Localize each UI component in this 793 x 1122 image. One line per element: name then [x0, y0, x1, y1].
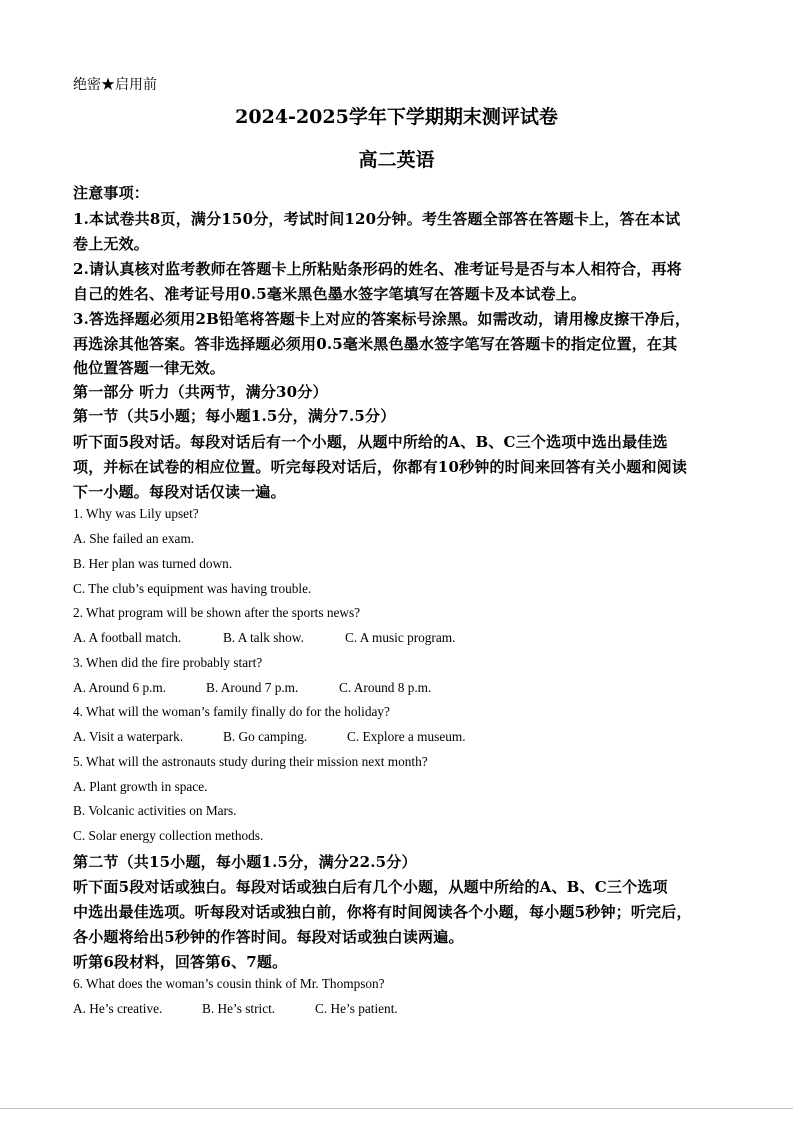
option-4a: A. Visit a waterpark.	[73, 729, 184, 744]
section2-instructions: 听下面5段对话或独白。每段对话或独白后有几个小题，从题中所给的A、B、C三个选项	[73, 878, 668, 896]
notes-heading: 注意事项：	[73, 184, 150, 202]
question-1: 1. Why was Lily upset?	[73, 506, 199, 521]
section1-instructions: 项，并标在试卷的相应位置。听完每段对话后，你都有10秒钟的时间来回答有关小题和阅读	[73, 458, 688, 476]
section1-instructions: 下一小题。每段对话仅读一遍。	[73, 483, 286, 501]
question-2: 2. What program will be shown after the sports news?	[73, 605, 361, 620]
secret-mark: 绝密★启用前	[73, 77, 157, 93]
options-4	[73, 729, 466, 745]
option-1a: A. She failed an exam.	[73, 531, 195, 546]
option-1b: B. Her plan was turned down.	[73, 556, 233, 571]
notes-line: 1.本试卷共8页，满分150分，考试时间120分钟。考生答题全部答在答题卡上，答在本试	[73, 210, 681, 228]
notes-line: 2.请认真核对监考教师在答题卡上所粘贴条形码的姓名、准考证号是否与本人相符合，再将	[73, 260, 682, 278]
question-4: 4. What will the woman’s family finally do for the holiday?	[73, 704, 390, 719]
option-5a: A. Plant growth in space.	[73, 779, 208, 794]
page-subtitle: 高二英语	[358, 149, 435, 171]
section1-heading: 第一节（共5小题；每小题1.5分，满分7.5分）	[73, 407, 396, 425]
question-3: 3. When did the fire probably start?	[73, 655, 263, 670]
section1-instructions: 听下面5段对话。每段对话后有一个小题，从题中所给的A、B、C三个选项中选出最佳选	[73, 433, 668, 451]
option-2c: C. A music program.	[345, 630, 456, 645]
option-4c: C. Explore a museum.	[347, 729, 466, 744]
notes-line: 再选涂其他答案。答非选择题必须用0.5毫米黑色墨水签字笔写在答题卡的指定位置，在其	[73, 335, 678, 353]
section2-instructions: 各小题将给出5秒钟的作答时间。每段对话或独白读两遍。	[73, 928, 464, 946]
part1-heading: 第一部分 听力（共两节，满分30分）	[73, 383, 328, 401]
page-bottom-divider	[0, 1108, 793, 1109]
option-1c: C. The club’s equipment was having trouble.	[73, 581, 312, 596]
notes-line: 他位置答题一律无效。	[73, 359, 226, 377]
material-6-heading: 听第6段材料，回答第6、7题。	[73, 953, 288, 971]
option-6a: A. He’s creative.	[73, 1001, 163, 1016]
option-4b: B. Go camping.	[223, 729, 308, 744]
question-5: 5. What will the astronauts study during their mission next month?	[73, 754, 428, 769]
option-6b: B. He’s strict.	[202, 1001, 276, 1016]
page-title: 2024-2025学年下学期期末测评试卷	[235, 106, 558, 128]
notes-line: 自己的姓名、准考证号用0.5毫米黑色墨水签字笔填写在答题卡及本试卷上。	[73, 285, 587, 303]
section2-instructions: 中选出最佳选项。听每段对话或独白前，你将有时间阅读各个小题，每小题5秒钟；听完后，	[73, 903, 692, 921]
option-5c: C. Solar energy collection methods.	[73, 828, 264, 843]
option-6c: C. He’s patient.	[315, 1001, 398, 1016]
options-6	[73, 1001, 398, 1017]
section2-heading: 第二节（共15小题，每小题1.5分，满分22.5分）	[73, 853, 417, 871]
option-5b: B. Volcanic activities on Mars.	[73, 803, 237, 818]
options-3	[73, 680, 431, 696]
option-3c: C. Around 8 p.m.	[339, 680, 432, 695]
question-6: 6. What does the woman’s cousin think of Mr. Thompson?	[73, 976, 385, 991]
notes-line: 卷上无效。	[73, 235, 150, 253]
options-2	[73, 630, 455, 646]
notes-line: 3.答选择题必须用2B铅笔将答题卡上对应的答案标号涂黑。如需改动，请用橡皮擦干净后，	[73, 310, 691, 328]
option-2b: B. A talk show.	[223, 630, 304, 645]
option-3b: B. Around 7 p.m.	[206, 680, 299, 695]
option-2a: A. A football match.	[73, 630, 182, 645]
option-3a: A. Around 6 p.m.	[73, 680, 167, 695]
